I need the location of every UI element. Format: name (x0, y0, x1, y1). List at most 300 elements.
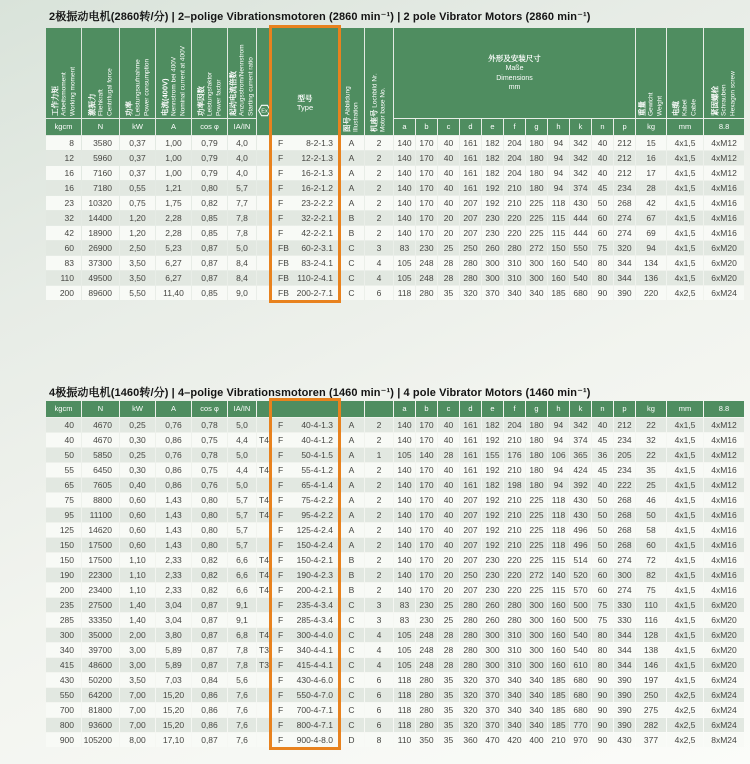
cell-power-factor: 0,76 (192, 478, 227, 492)
cell-starting-current-ratio: 4,4 (228, 463, 256, 477)
table-row (46, 688, 744, 702)
cell-dim-n: 80 (592, 658, 613, 672)
type-prefix: FB (278, 288, 289, 298)
text (272, 628, 338, 642)
cell-motor-base-no: 4 (365, 271, 393, 285)
type-cell (272, 733, 338, 747)
cell-dim-b: 280 (416, 688, 437, 702)
text (46, 28, 81, 118)
cell-cable: 4x1,5 (667, 136, 703, 150)
type-cell (272, 181, 338, 195)
cell-motor-base-no: 4 (365, 628, 393, 642)
text (82, 28, 119, 118)
text: 型号 Type (296, 93, 314, 113)
cell-nominal-current: 2,33 (156, 583, 191, 597)
ex-certification-icon (257, 104, 271, 135)
cell-dim-f: 280 (504, 613, 525, 627)
cell-screw: 4xM16 (704, 181, 744, 195)
dim-letter-cell: e (482, 401, 503, 417)
cell-temperature-class (257, 181, 271, 195)
cell-dim-b: 170 (416, 463, 437, 477)
cell-starting-current-ratio: 5,7 (228, 181, 256, 195)
cell-dim-g: 180 (526, 463, 547, 477)
cell-dim-d: 161 (460, 418, 481, 432)
cell-power-consumption: 3,50 (120, 271, 155, 285)
cell-dim-f: 204 (504, 418, 525, 432)
cell-dim-n: 60 (592, 568, 613, 582)
cell-nominal-current: 7,03 (156, 673, 191, 687)
cell-working-moment: 150 (46, 538, 81, 552)
cell-cable: 4x1,5 (667, 598, 703, 612)
cell-starting-current-ratio: 5,7 (228, 493, 256, 507)
table-row (46, 643, 744, 657)
cell-temperature-class (257, 598, 271, 612)
cell-dim-d: 320 (460, 673, 481, 687)
cell-illustration: A (339, 196, 364, 210)
cell-dim-h: 94 (548, 151, 569, 165)
cell-dim-f: 420 (504, 733, 525, 747)
type-prefix: F (278, 660, 284, 670)
unit-cell: A (156, 119, 191, 135)
col-header-working-moment (46, 28, 81, 118)
type-cell (272, 583, 338, 597)
type-prefix: F (278, 228, 284, 238)
cell-power-factor: 0,85 (192, 211, 227, 225)
cell-dim-e: 182 (482, 136, 503, 150)
cell-dim-n: 75 (592, 241, 613, 255)
cell-cable: 4x2,5 (667, 733, 703, 747)
dim-letter-cell: b (416, 401, 437, 417)
cell-cable: 4x1,5 (667, 658, 703, 672)
type-model: 40-4-1.3 (301, 420, 333, 430)
cell-weight: 22 (636, 418, 666, 432)
cell-power-consumption: 3,50 (120, 256, 155, 270)
cell-dim-p: 390 (614, 286, 635, 300)
cell-nominal-current: 2,28 (156, 211, 191, 225)
cell-dim-g: 225 (526, 583, 547, 597)
cell-dim-a: 140 (394, 433, 415, 447)
cell-dim-f: 310 (504, 643, 525, 657)
cell-dim-d: 280 (460, 256, 481, 270)
cell-illustration: A (339, 166, 364, 180)
type-cell (272, 211, 338, 225)
cell-centrifugal-force: 27500 (82, 598, 119, 612)
cell-dim-e: 230 (482, 553, 503, 567)
cell-starting-current-ratio: 7,8 (228, 658, 256, 672)
cell-power-factor: 0,80 (192, 523, 227, 537)
cell-dim-c: 40 (438, 166, 459, 180)
cell-dim-b: 230 (416, 598, 437, 612)
text (258, 104, 271, 117)
cell-dim-p: 234 (614, 433, 635, 447)
cell-dim-k: 770 (570, 718, 591, 732)
cell-dim-p: 212 (614, 136, 635, 150)
cell-weight: 22 (636, 448, 666, 462)
type-prefix: F (278, 570, 284, 580)
cell-cable: 4x1,5 (667, 241, 703, 255)
cell-illustration: A (339, 151, 364, 165)
type-model: 285-4-3.4 (296, 615, 333, 625)
cell-dim-p: 300 (614, 568, 635, 582)
cell-working-moment: 40 (46, 433, 81, 447)
cell-starting-current-ratio: 8,4 (228, 256, 256, 270)
text (272, 493, 338, 507)
type-cell (272, 523, 338, 537)
cell-illustration: B (339, 568, 364, 582)
text: 紧固螺栓 (710, 86, 720, 116)
type-prefix: F (278, 480, 284, 490)
cell-power-consumption: 3,00 (120, 643, 155, 657)
cell-dim-h: 160 (548, 256, 569, 270)
text (120, 28, 155, 118)
cell-dim-p: 344 (614, 271, 635, 285)
cell-cable: 4x1,5 (667, 151, 703, 165)
text (272, 478, 338, 492)
cell-dim-f: 340 (504, 688, 525, 702)
cell-power-consumption: 7,00 (120, 688, 155, 702)
text: 起动电流倍数 Anzugsstrom/Nennstrom Starting current ratio (228, 44, 255, 116)
cell-weight: 220 (636, 286, 666, 300)
cell-dim-b: 170 (416, 538, 437, 552)
table-row (46, 226, 744, 240)
cell-dim-h: 115 (548, 211, 569, 225)
cell-temperature-class: T4 (257, 568, 271, 582)
cell-power-consumption: 1,20 (120, 226, 155, 240)
cell-power-factor: 0,82 (192, 553, 227, 567)
cell-power-consumption: 1,10 (120, 553, 155, 567)
cell-centrifugal-force: 105200 (82, 733, 119, 747)
cell-dim-a: 140 (394, 523, 415, 537)
text: 电流(400V) Nennstrom bei 400V Nominal current at 400V (159, 45, 186, 116)
text: 激振力 (86, 93, 96, 116)
cell-dim-n: 60 (592, 583, 613, 597)
cell-dim-a: 118 (394, 718, 415, 732)
cell-dim-f: 210 (504, 196, 525, 210)
text (272, 523, 338, 537)
cell-working-moment: 50 (46, 448, 81, 462)
cell-dim-p: 268 (614, 196, 635, 210)
cell-illustration: C (339, 256, 364, 270)
type-prefix: F (278, 168, 284, 178)
cell-power-consumption: 0,37 (120, 151, 155, 165)
cell-temperature-class (257, 733, 271, 747)
type-cell (272, 613, 338, 627)
cell-dim-n: 60 (592, 211, 613, 225)
cell-dim-p: 205 (614, 448, 635, 462)
cell-illustration: C (339, 718, 364, 732)
text: 紧固螺栓 Schrauben Hexagon screw (710, 71, 737, 116)
cell-dim-k: 374 (570, 181, 591, 195)
cell-nominal-current: 15,20 (156, 718, 191, 732)
cell-dim-e: 182 (482, 151, 503, 165)
cell-centrifugal-force: 7180 (82, 181, 119, 195)
cell-dim-a: 110 (394, 733, 415, 747)
cell-power-factor: 0,85 (192, 226, 227, 240)
cell-cable: 4x1,5 (667, 463, 703, 477)
cell-temperature-class: T4 (257, 493, 271, 507)
cell-dim-g: 180 (526, 418, 547, 432)
cell-dim-f: 210 (504, 493, 525, 507)
cell-dim-n: 40 (592, 166, 613, 180)
dim-letter-cell: n (592, 119, 613, 135)
cell-dim-b: 170 (416, 226, 437, 240)
cell-weight: 128 (636, 628, 666, 642)
cell-power-consumption: 8,00 (120, 733, 155, 747)
cell-dim-c: 40 (438, 136, 459, 150)
dim-letter-cell: f (504, 401, 525, 417)
cell-centrifugal-force: 35000 (82, 628, 119, 642)
cell-cable: 4x1,5 (667, 508, 703, 522)
cable-column-header (667, 28, 703, 118)
text: 图号 (342, 116, 352, 132)
cell-power-factor: 0,87 (192, 628, 227, 642)
cell-dim-h: 185 (548, 673, 569, 687)
text (272, 733, 338, 747)
cell-temperature-class (257, 166, 271, 180)
cell-cable: 4x1,5 (667, 493, 703, 507)
cell-dim-g: 340 (526, 673, 547, 687)
cell-nominal-current: 1,43 (156, 523, 191, 537)
dim-letter-cell: c (438, 401, 459, 417)
cell-dim-c: 40 (438, 538, 459, 552)
cell-dim-g: 300 (526, 658, 547, 672)
cell-dim-n: 90 (592, 688, 613, 702)
cell-dim-h: 160 (548, 271, 569, 285)
cell-centrifugal-force: 5850 (82, 448, 119, 462)
cell-dim-d: 207 (460, 538, 481, 552)
dim-letter-cell: b (416, 119, 437, 135)
cell-temperature-class (257, 523, 271, 537)
cell-screw: 6xM20 (704, 598, 744, 612)
cell-weight: 82 (636, 568, 666, 582)
cell-nominal-current: 1,21 (156, 181, 191, 195)
cell-working-moment: 415 (46, 658, 81, 672)
cell-temperature-class (257, 718, 271, 732)
cell-nominal-current: 17,10 (156, 733, 191, 747)
cell-centrifugal-force: 7160 (82, 166, 119, 180)
cell-starting-current-ratio: 7,6 (228, 718, 256, 732)
cell-nominal-current: 0,86 (156, 478, 191, 492)
cell-dim-k: 500 (570, 613, 591, 627)
cell-centrifugal-force: 49500 (82, 271, 119, 285)
cell-power-consumption: 1,20 (120, 211, 155, 225)
cell-dim-e: 370 (482, 703, 503, 717)
cell-dim-f: 220 (504, 211, 525, 225)
cell-dim-f: 310 (504, 256, 525, 270)
cell-starting-current-ratio: 6,6 (228, 553, 256, 567)
unit-cell: kg (636, 119, 666, 135)
cell-power-factor: 0,85 (192, 286, 227, 300)
cell-dim-g: 225 (526, 508, 547, 522)
cell-dim-f: 220 (504, 226, 525, 240)
cell-weight: 197 (636, 673, 666, 687)
cell-dim-b: 280 (416, 703, 437, 717)
cell-dim-a: 105 (394, 643, 415, 657)
cell-dim-d: 320 (460, 286, 481, 300)
cell-dim-b: 170 (416, 211, 437, 225)
cell-dim-n: 45 (592, 433, 613, 447)
cell-working-moment: 340 (46, 643, 81, 657)
cell-dim-n: 40 (592, 418, 613, 432)
screw-column-header (704, 28, 744, 118)
table-2pole-title: 2极振动电机(2860转/分) | 2–polige Vibrationsmotoren (2860 min⁻¹) | 2 pole Vibrator Motors (2860 min⁻¹) (49, 11, 591, 23)
type-column-header (272, 401, 338, 417)
cell-weight: 275 (636, 703, 666, 717)
text (228, 28, 256, 118)
type-cell (272, 256, 338, 270)
cell-dim-f: 198 (504, 478, 525, 492)
cell-dim-a: 140 (394, 583, 415, 597)
cell-dim-p: 390 (614, 718, 635, 732)
cell-working-moment: 65 (46, 478, 81, 492)
cell-dim-k: 424 (570, 463, 591, 477)
type-prefix: FB (278, 243, 289, 253)
motor-base-column-header (365, 401, 393, 417)
cell-motor-base-no: 6 (365, 286, 393, 300)
cell-dim-h: 185 (548, 286, 569, 300)
cell-dim-c: 35 (438, 733, 459, 747)
text (272, 613, 338, 627)
cell-dim-g: 225 (526, 493, 547, 507)
cell-working-moment: 83 (46, 256, 81, 270)
cell-dim-g: 180 (526, 181, 547, 195)
cell-power-consumption: 0,60 (120, 538, 155, 552)
cell-dim-f: 310 (504, 658, 525, 672)
cell-dim-n: 50 (592, 523, 613, 537)
cell-dim-p: 268 (614, 523, 635, 537)
cell-dim-e: 230 (482, 583, 503, 597)
cell-power-consumption: 0,25 (120, 448, 155, 462)
cell-dim-a: 105 (394, 658, 415, 672)
cell-dim-c: 28 (438, 448, 459, 462)
cell-working-moment: 12 (46, 151, 81, 165)
cell-dim-p: 344 (614, 658, 635, 672)
cell-centrifugal-force: 14620 (82, 523, 119, 537)
cell-dim-d: 161 (460, 166, 481, 180)
cell-power-consumption: 1,10 (120, 583, 155, 597)
cell-dim-g: 340 (526, 703, 547, 717)
cell-starting-current-ratio: 5,0 (228, 448, 256, 462)
cell-dim-k: 540 (570, 271, 591, 285)
cell-centrifugal-force: 14400 (82, 211, 119, 225)
cell-dim-h: 118 (548, 523, 569, 537)
cell-dim-g: 180 (526, 166, 547, 180)
cell-working-moment: 200 (46, 286, 81, 300)
cell-cable: 4x1,5 (667, 538, 703, 552)
cell-dim-e: 370 (482, 718, 503, 732)
cell-dim-a: 140 (394, 151, 415, 165)
cell-centrifugal-force: 50200 (82, 673, 119, 687)
table-row (46, 256, 744, 270)
type-model: 900-4-8.0 (296, 735, 333, 745)
cell-motor-base-no: 3 (365, 241, 393, 255)
cell-dim-p: 268 (614, 508, 635, 522)
cell-dim-b: 170 (416, 433, 437, 447)
cell-temperature-class (257, 673, 271, 687)
cell-dim-p: 274 (614, 226, 635, 240)
cell-illustration: A (339, 181, 364, 195)
cell-starting-current-ratio: 7,8 (228, 226, 256, 240)
type-model: 65-4-1.4 (301, 480, 333, 490)
type-cell (272, 718, 338, 732)
cell-dim-k: 374 (570, 433, 591, 447)
cell-dim-p: 344 (614, 256, 635, 270)
cell-screw: 4xM16 (704, 226, 744, 240)
cell-dim-h: 115 (548, 583, 569, 597)
illustration-column-header (339, 401, 364, 417)
cell-dim-n: 80 (592, 628, 613, 642)
cell-starting-current-ratio: 4,0 (228, 151, 256, 165)
cell-centrifugal-force: 10320 (82, 196, 119, 210)
type-model: 32-2-2.1 (301, 213, 333, 223)
cell-weight: 35 (636, 463, 666, 477)
type-cell (272, 166, 338, 180)
cell-cable: 4x1,5 (667, 226, 703, 240)
cell-nominal-current: 11,40 (156, 286, 191, 300)
type-cell (272, 418, 338, 432)
cell-dim-d: 207 (460, 493, 481, 507)
type-cell (272, 673, 338, 687)
cell-power-factor: 0,80 (192, 538, 227, 552)
cell-dim-k: 500 (570, 598, 591, 612)
text: 电流(400V) (159, 78, 169, 116)
cell-dim-p: 344 (614, 628, 635, 642)
cell-screw: 6xM20 (704, 643, 744, 657)
cell-power-consumption: 1,10 (120, 568, 155, 582)
cell-dim-d: 250 (460, 568, 481, 582)
cell-nominal-current: 1,00 (156, 151, 191, 165)
cell-dim-c: 35 (438, 703, 459, 717)
cell-cable: 4x1,5 (667, 181, 703, 195)
cell-dim-e: 470 (482, 733, 503, 747)
cell-nominal-current: 3,04 (156, 613, 191, 627)
cell-dim-e: 230 (482, 568, 503, 582)
cell-motor-base-no: 4 (365, 658, 393, 672)
cell-power-consumption: 0,55 (120, 181, 155, 195)
cell-illustration: A (339, 478, 364, 492)
cell-nominal-current: 5,89 (156, 658, 191, 672)
cell-screw: 4xM16 (704, 538, 744, 552)
cell-dim-e: 370 (482, 673, 503, 687)
cell-illustration: C (339, 673, 364, 687)
text (272, 553, 338, 567)
cell-dim-e: 192 (482, 508, 503, 522)
cell-temperature-class (257, 688, 271, 702)
cell-nominal-current: 0,86 (156, 463, 191, 477)
unit-cell: A (156, 401, 191, 417)
unit-cell: kW (120, 119, 155, 135)
cell-dim-e: 300 (482, 271, 503, 285)
cell-dim-e: 192 (482, 493, 503, 507)
cell-nominal-current: 2,33 (156, 568, 191, 582)
table-row (46, 658, 744, 672)
cell-working-moment: 190 (46, 568, 81, 582)
cell-dim-n: 40 (592, 136, 613, 150)
cell-motor-base-no: 6 (365, 718, 393, 732)
cell-dim-f: 280 (504, 241, 525, 255)
cell-dim-c: 40 (438, 493, 459, 507)
text: Ex (260, 108, 268, 115)
unit-cell: kgcm (46, 401, 81, 417)
type-model: 200-2-7.1 (296, 288, 333, 298)
cell-dim-e: 192 (482, 433, 503, 447)
dim-letter-cell: a (394, 401, 415, 417)
cell-cable: 4x1,5 (667, 643, 703, 657)
type-prefix: F (278, 705, 284, 715)
cell-dim-c: 40 (438, 508, 459, 522)
cell-dim-g: 340 (526, 286, 547, 300)
cell-dim-f: 210 (504, 433, 525, 447)
